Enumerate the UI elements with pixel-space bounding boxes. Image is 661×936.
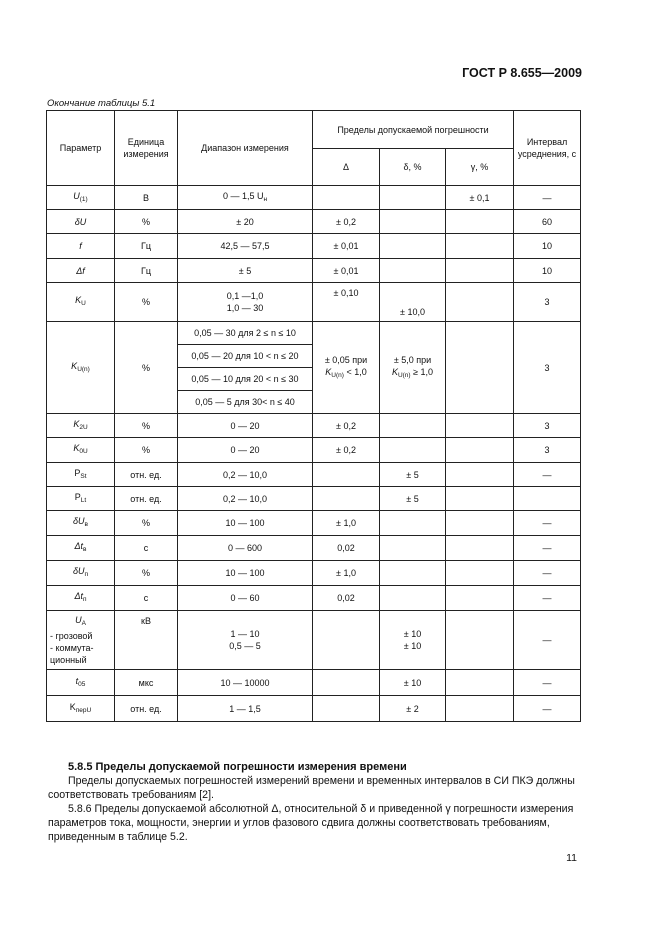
table-row: $K_{0U}$ % 0 — 20 ± 0,2 3 [47, 438, 581, 463]
header-range: Диапазон измерения [178, 111, 313, 186]
table-row: Δf Гц ± 5 ± 0,01 10 [47, 259, 581, 283]
table-row: $t_{05}$ мкс 10 — 10000 ± 10 — [47, 670, 581, 696]
parameters-table [46, 110, 581, 722]
header-interval: Интервал усреднения, с [514, 111, 581, 186]
paragraph-time-errors: Пределы допускаемых погрешностей измерений времени и временных интервалов в СИ ПКЭ должны соответствовать требованиям [2]. [48, 775, 575, 801]
section-heading: 5.8.5 Пределы допускаемой погрешности измерения времени [68, 761, 407, 773]
table-row: $\delta U_в$ % 10 — 100 ± 1,0 — [47, 511, 581, 536]
paragraph-5-8-6: 5.8.6 Пределы допускаемой абсолютной Δ, относительной δ и приведенной γ погрешности измерения параметров тока, мощности, энергии и углов фазового сдвига должны соответствовать требованиям, приведенным в таблице 5.2. [48, 803, 574, 843]
header-reduced: γ, % [446, 149, 514, 186]
header-parameter: Параметр [47, 111, 115, 186]
header-error-limits: Пределы допускаемой погрешности [313, 111, 514, 149]
table-row: $K_{перU}$ отн. ед. 1 — 1,5 ± 2 — [47, 696, 581, 722]
table-caption: Окончание таблицы 5.1 [47, 98, 156, 109]
page-number: 11 [566, 852, 577, 864]
table-row: $\Delta t_п$ с 0 — 60 0,02 — [47, 586, 581, 611]
table-row: $U_{(1)}$ В 0 — 1,5 $U_н$ ± 0,1 — [47, 186, 581, 210]
header-relative: δ, % [380, 149, 446, 186]
table-row: 0,05 — 20 для 10 < n ≤ 20 [47, 345, 581, 368]
table-row: δU % ± 20 ± 0,2 60 [47, 210, 581, 234]
table-row: 0,05 — 10 для 20 < n ≤ 30 [47, 368, 581, 391]
header-unit: Единица измерения [115, 111, 178, 186]
table-row: $K_{U(n)}$ % 0,05 — 30 для 2 ≤ n ≤ 10 ± 0,05 при $K_{U(n)} < 1,0$ ± 5,0 при $K_{U(n)} \ge 1,0$ 3 [47, 322, 581, 345]
table-row: 0,05 — 5 для 30< n ≤ 40 [47, 391, 581, 414]
table-row: $\Delta t_в$ с 0 — 600 0,02 — [47, 536, 581, 561]
table-row: $K_{2U}$ % 0 — 20 ± 0,2 3 [47, 414, 581, 438]
document-id: ГОСТ Р 8.655—2009 [462, 66, 582, 80]
table-row: $\delta U_п$ % 10 — 100 ± 1,0 — [47, 561, 581, 586]
table-row: $P_{St}$ отн. ед. 0,2 — 10,0 ± 5 — [47, 463, 581, 487]
header-absolute: Δ [313, 149, 380, 186]
table-row: $U_A$ - грозовой - коммута- ционный кВ 1 — 10 0,5 — 5 ± 10 ± 10 — [47, 611, 581, 670]
table-row: $K_U$ % 0,1 —1,0 1,0 — 30 ± 0,10 ± 10,0 3 [47, 283, 581, 322]
table-row: f Гц 42,5 — 57,5 ± 0,01 10 [47, 234, 581, 259]
table-row: $P_{Lt}$ отн. ед. 0,2 — 10,0 ± 5 [47, 487, 581, 511]
